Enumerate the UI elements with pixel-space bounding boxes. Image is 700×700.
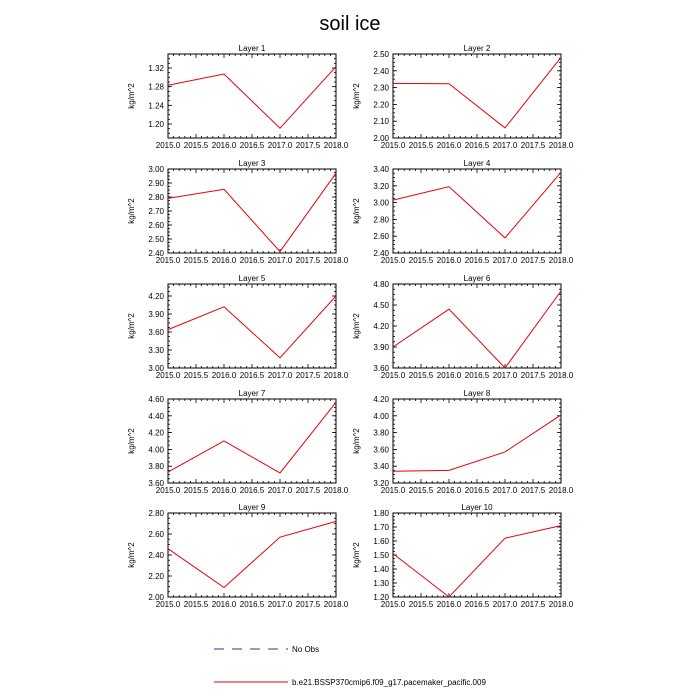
x-tick-label: 2017.5 xyxy=(295,600,321,609)
panel-layer-3 xyxy=(127,159,349,265)
x-tick-label: 2018.0 xyxy=(548,141,574,150)
x-tick-label: 2015.0 xyxy=(155,256,181,265)
panel-layer-4 xyxy=(352,159,574,265)
y-tick-label: 2.00 xyxy=(373,134,389,143)
y-tick-label: 2.40 xyxy=(373,249,389,258)
y-tick-label: 1.20 xyxy=(148,120,164,129)
y-tick-label: 2.10 xyxy=(373,117,389,127)
x-tick-label: 2016.0 xyxy=(436,486,462,495)
y-tick-label: 2.80 xyxy=(148,509,164,518)
y-tick-label: 3.30 xyxy=(148,346,164,355)
x-tick-label: 2017.5 xyxy=(520,141,546,150)
y-tick-label: 3.00 xyxy=(148,364,164,373)
y-tick-label: 4.60 xyxy=(148,395,164,404)
x-tick-label: 2016.0 xyxy=(436,256,462,265)
y-tick-label: 1.32 xyxy=(148,64,164,73)
x-tick-label: 2018.0 xyxy=(548,256,574,265)
y-tick-label: 4.00 xyxy=(373,411,389,421)
x-tick-label: 2015.5 xyxy=(408,486,434,495)
series-line xyxy=(393,415,561,471)
y-tick-label: 1.20 xyxy=(373,593,389,602)
x-tick-label: 2015.5 xyxy=(183,371,209,380)
y-tick-label: 4.20 xyxy=(373,395,389,404)
panel-layer-7 xyxy=(127,389,349,495)
y-tick-label: 4.20 xyxy=(373,322,389,331)
x-tick-label: 2018.0 xyxy=(323,600,349,609)
x-tick-label: 2018.0 xyxy=(323,141,349,150)
x-tick-label: 2018.0 xyxy=(323,486,349,495)
x-tick-label: 2016.5 xyxy=(239,600,265,609)
y-tick-label: 2.70 xyxy=(148,207,164,216)
x-tick-label: 2017.5 xyxy=(520,256,546,265)
y-axis-label: kg/m^2 xyxy=(352,428,361,454)
x-tick-label: 2016.5 xyxy=(239,256,265,265)
x-tick-label: 2015.5 xyxy=(408,600,434,609)
x-tick-label: 2015.5 xyxy=(183,141,209,150)
panel-layer-6 xyxy=(352,274,574,380)
panel-title: Layer 3 xyxy=(238,159,266,168)
x-tick-label: 2016.5 xyxy=(239,371,265,380)
series-line xyxy=(168,173,336,251)
panel-title: Layer 4 xyxy=(463,159,491,168)
x-tick-label: 2018.0 xyxy=(548,486,574,495)
x-tick-label: 2016.5 xyxy=(464,371,490,380)
y-tick-label: 2.60 xyxy=(148,530,164,539)
figure-title: soil ice xyxy=(319,13,381,35)
legend-series-label: b.e21.BSSP370cmip6.f09_g17.pacemaker_pacific.009 xyxy=(292,678,486,687)
series-line xyxy=(168,521,336,587)
x-tick-label: 2015.0 xyxy=(380,600,406,609)
y-tick-label: 4.00 xyxy=(148,445,164,455)
x-tick-label: 2015.0 xyxy=(380,371,406,380)
x-tick-label: 2017.5 xyxy=(295,371,321,380)
x-tick-label: 2016.0 xyxy=(211,256,237,265)
x-tick-label: 2016.5 xyxy=(464,141,490,150)
plot-frame xyxy=(168,513,336,597)
x-tick-label: 2018.0 xyxy=(323,371,349,380)
x-tick-label: 2016.0 xyxy=(211,141,237,150)
x-tick-label: 2017.0 xyxy=(492,256,518,265)
y-tick-label: 2.40 xyxy=(148,551,164,560)
y-tick-label: 4.20 xyxy=(148,292,164,301)
y-axis-label: kg/m^2 xyxy=(352,542,361,568)
x-tick-label: 2017.0 xyxy=(492,486,518,495)
y-tick-label: 1.70 xyxy=(373,523,389,532)
y-tick-label: 3.60 xyxy=(148,328,164,337)
y-tick-label: 3.90 xyxy=(373,343,389,352)
y-tick-label: 3.00 xyxy=(148,165,164,174)
panel-title: Layer 6 xyxy=(463,274,491,283)
panel-title: Layer 2 xyxy=(463,44,491,53)
y-tick-label: 4.40 xyxy=(148,411,164,421)
y-tick-label: 3.00 xyxy=(373,198,389,208)
y-tick-label: 3.20 xyxy=(373,181,389,191)
x-tick-label: 2015.0 xyxy=(155,141,181,150)
x-tick-label: 2016.0 xyxy=(211,486,237,495)
y-tick-label: 1.24 xyxy=(148,101,164,111)
x-tick-label: 2016.0 xyxy=(211,600,237,609)
panel-title: Layer 1 xyxy=(238,44,266,53)
series-line xyxy=(393,172,561,238)
x-tick-label: 2017.5 xyxy=(520,486,546,495)
y-tick-label: 2.50 xyxy=(148,235,164,244)
x-tick-label: 2016.5 xyxy=(464,256,490,265)
y-tick-label: 2.80 xyxy=(373,215,389,225)
series-line xyxy=(168,67,336,129)
plot-frame xyxy=(393,54,561,138)
x-tick-label: 2016.5 xyxy=(464,600,490,609)
x-tick-label: 2015.0 xyxy=(155,486,181,495)
x-tick-label: 2016.0 xyxy=(436,600,462,609)
y-axis-label: kg/m^2 xyxy=(352,83,361,109)
y-tick-label: 2.50 xyxy=(373,50,389,59)
y-tick-label: 4.80 xyxy=(373,280,389,289)
y-axis-label: kg/m^2 xyxy=(127,198,136,224)
y-tick-label: 3.60 xyxy=(373,364,389,373)
y-tick-label: 2.60 xyxy=(373,232,389,242)
y-tick-label: 2.20 xyxy=(148,572,164,581)
y-tick-label: 1.30 xyxy=(373,579,389,588)
panel-layer-1 xyxy=(127,44,349,150)
panel-title: Layer 8 xyxy=(463,389,491,398)
x-tick-label: 2015.5 xyxy=(408,141,434,150)
y-tick-label: 2.90 xyxy=(148,179,164,188)
x-tick-label: 2017.5 xyxy=(520,600,546,609)
x-tick-label: 2017.5 xyxy=(520,371,546,380)
y-tick-label: 1.40 xyxy=(373,565,389,574)
panel-title: Layer 10 xyxy=(461,503,493,512)
y-axis-label: kg/m^2 xyxy=(352,313,361,339)
x-tick-label: 2016.0 xyxy=(436,141,462,150)
x-tick-label: 2015.0 xyxy=(380,141,406,150)
y-tick-label: 2.80 xyxy=(148,193,164,202)
y-tick-label: 3.90 xyxy=(148,310,164,319)
legend-no-obs-label: No Obs xyxy=(292,645,320,654)
plot-frame xyxy=(168,284,336,368)
x-tick-label: 2015.0 xyxy=(155,371,181,380)
x-tick-label: 2017.0 xyxy=(492,371,518,380)
series-line xyxy=(393,526,561,597)
x-tick-label: 2015.5 xyxy=(183,486,209,495)
x-tick-label: 2015.0 xyxy=(380,486,406,495)
panel-title: Layer 5 xyxy=(238,274,266,283)
y-axis-label: kg/m^2 xyxy=(127,428,136,454)
panel-layer-2 xyxy=(352,44,574,150)
y-tick-label: 1.50 xyxy=(373,551,389,560)
series-line xyxy=(393,57,561,128)
series-line xyxy=(168,296,336,358)
x-tick-label: 2018.0 xyxy=(548,371,574,380)
panel-layer-8 xyxy=(352,389,574,495)
y-tick-label: 3.60 xyxy=(373,445,389,455)
panel-layer-5 xyxy=(127,274,349,380)
y-tick-label: 3.40 xyxy=(373,462,389,472)
y-tick-label: 4.50 xyxy=(373,301,389,310)
x-tick-label: 2016.0 xyxy=(436,371,462,380)
y-tick-label: 3.60 xyxy=(148,479,164,488)
x-tick-label: 2015.5 xyxy=(183,256,209,265)
y-tick-label: 1.80 xyxy=(373,509,389,518)
panel-layer-10 xyxy=(352,503,574,609)
x-tick-label: 2018.0 xyxy=(323,256,349,265)
x-tick-label: 2015.5 xyxy=(408,371,434,380)
x-tick-label: 2017.0 xyxy=(492,600,518,609)
x-tick-label: 2017.5 xyxy=(295,256,321,265)
plot-frame xyxy=(393,169,561,253)
x-tick-label: 2015.5 xyxy=(183,600,209,609)
y-axis-label: kg/m^2 xyxy=(127,83,136,109)
y-tick-label: 1.60 xyxy=(373,537,389,546)
y-tick-label: 2.00 xyxy=(148,593,164,602)
panel-title: Layer 7 xyxy=(238,389,266,398)
y-axis-label: kg/m^2 xyxy=(352,198,361,224)
x-tick-label: 2017.0 xyxy=(267,371,293,380)
x-tick-label: 2016.5 xyxy=(239,141,265,150)
y-axis-label: kg/m^2 xyxy=(127,542,136,568)
y-tick-label: 2.60 xyxy=(148,221,164,230)
x-tick-label: 2015.0 xyxy=(380,256,406,265)
x-tick-label: 2018.0 xyxy=(548,600,574,609)
x-tick-label: 2017.0 xyxy=(267,600,293,609)
plot-frame xyxy=(168,399,336,483)
y-axis-label: kg/m^2 xyxy=(127,313,136,339)
x-tick-label: 2015.0 xyxy=(155,600,181,609)
x-tick-label: 2016.5 xyxy=(464,486,490,495)
series-line xyxy=(168,402,336,473)
x-tick-label: 2017.5 xyxy=(295,141,321,150)
panels xyxy=(127,44,574,609)
y-tick-label: 3.80 xyxy=(373,428,389,438)
plot-frame xyxy=(393,513,561,597)
y-tick-label: 2.40 xyxy=(373,66,389,76)
x-tick-label: 2017.0 xyxy=(267,141,293,150)
y-tick-label: 1.28 xyxy=(148,82,164,92)
plot-frame xyxy=(168,54,336,138)
y-tick-label: 2.20 xyxy=(373,100,389,110)
y-tick-label: 3.20 xyxy=(373,479,389,488)
y-tick-label: 4.20 xyxy=(148,428,164,438)
series-line xyxy=(393,291,561,368)
legend xyxy=(214,645,486,687)
x-tick-label: 2016.0 xyxy=(211,371,237,380)
x-tick-label: 2017.0 xyxy=(492,141,518,150)
x-tick-label: 2016.5 xyxy=(239,486,265,495)
plot-frame xyxy=(168,169,336,253)
y-tick-label: 3.40 xyxy=(373,165,389,174)
x-tick-label: 2017.5 xyxy=(295,486,321,495)
y-tick-label: 2.30 xyxy=(373,83,389,93)
y-tick-label: 3.80 xyxy=(148,462,164,472)
panel-title: Layer 9 xyxy=(238,503,266,512)
panel-layer-9 xyxy=(127,503,349,609)
x-tick-label: 2017.0 xyxy=(267,486,293,495)
x-tick-label: 2017.0 xyxy=(267,256,293,265)
y-tick-label: 2.40 xyxy=(148,249,164,258)
x-tick-label: 2015.5 xyxy=(408,256,434,265)
